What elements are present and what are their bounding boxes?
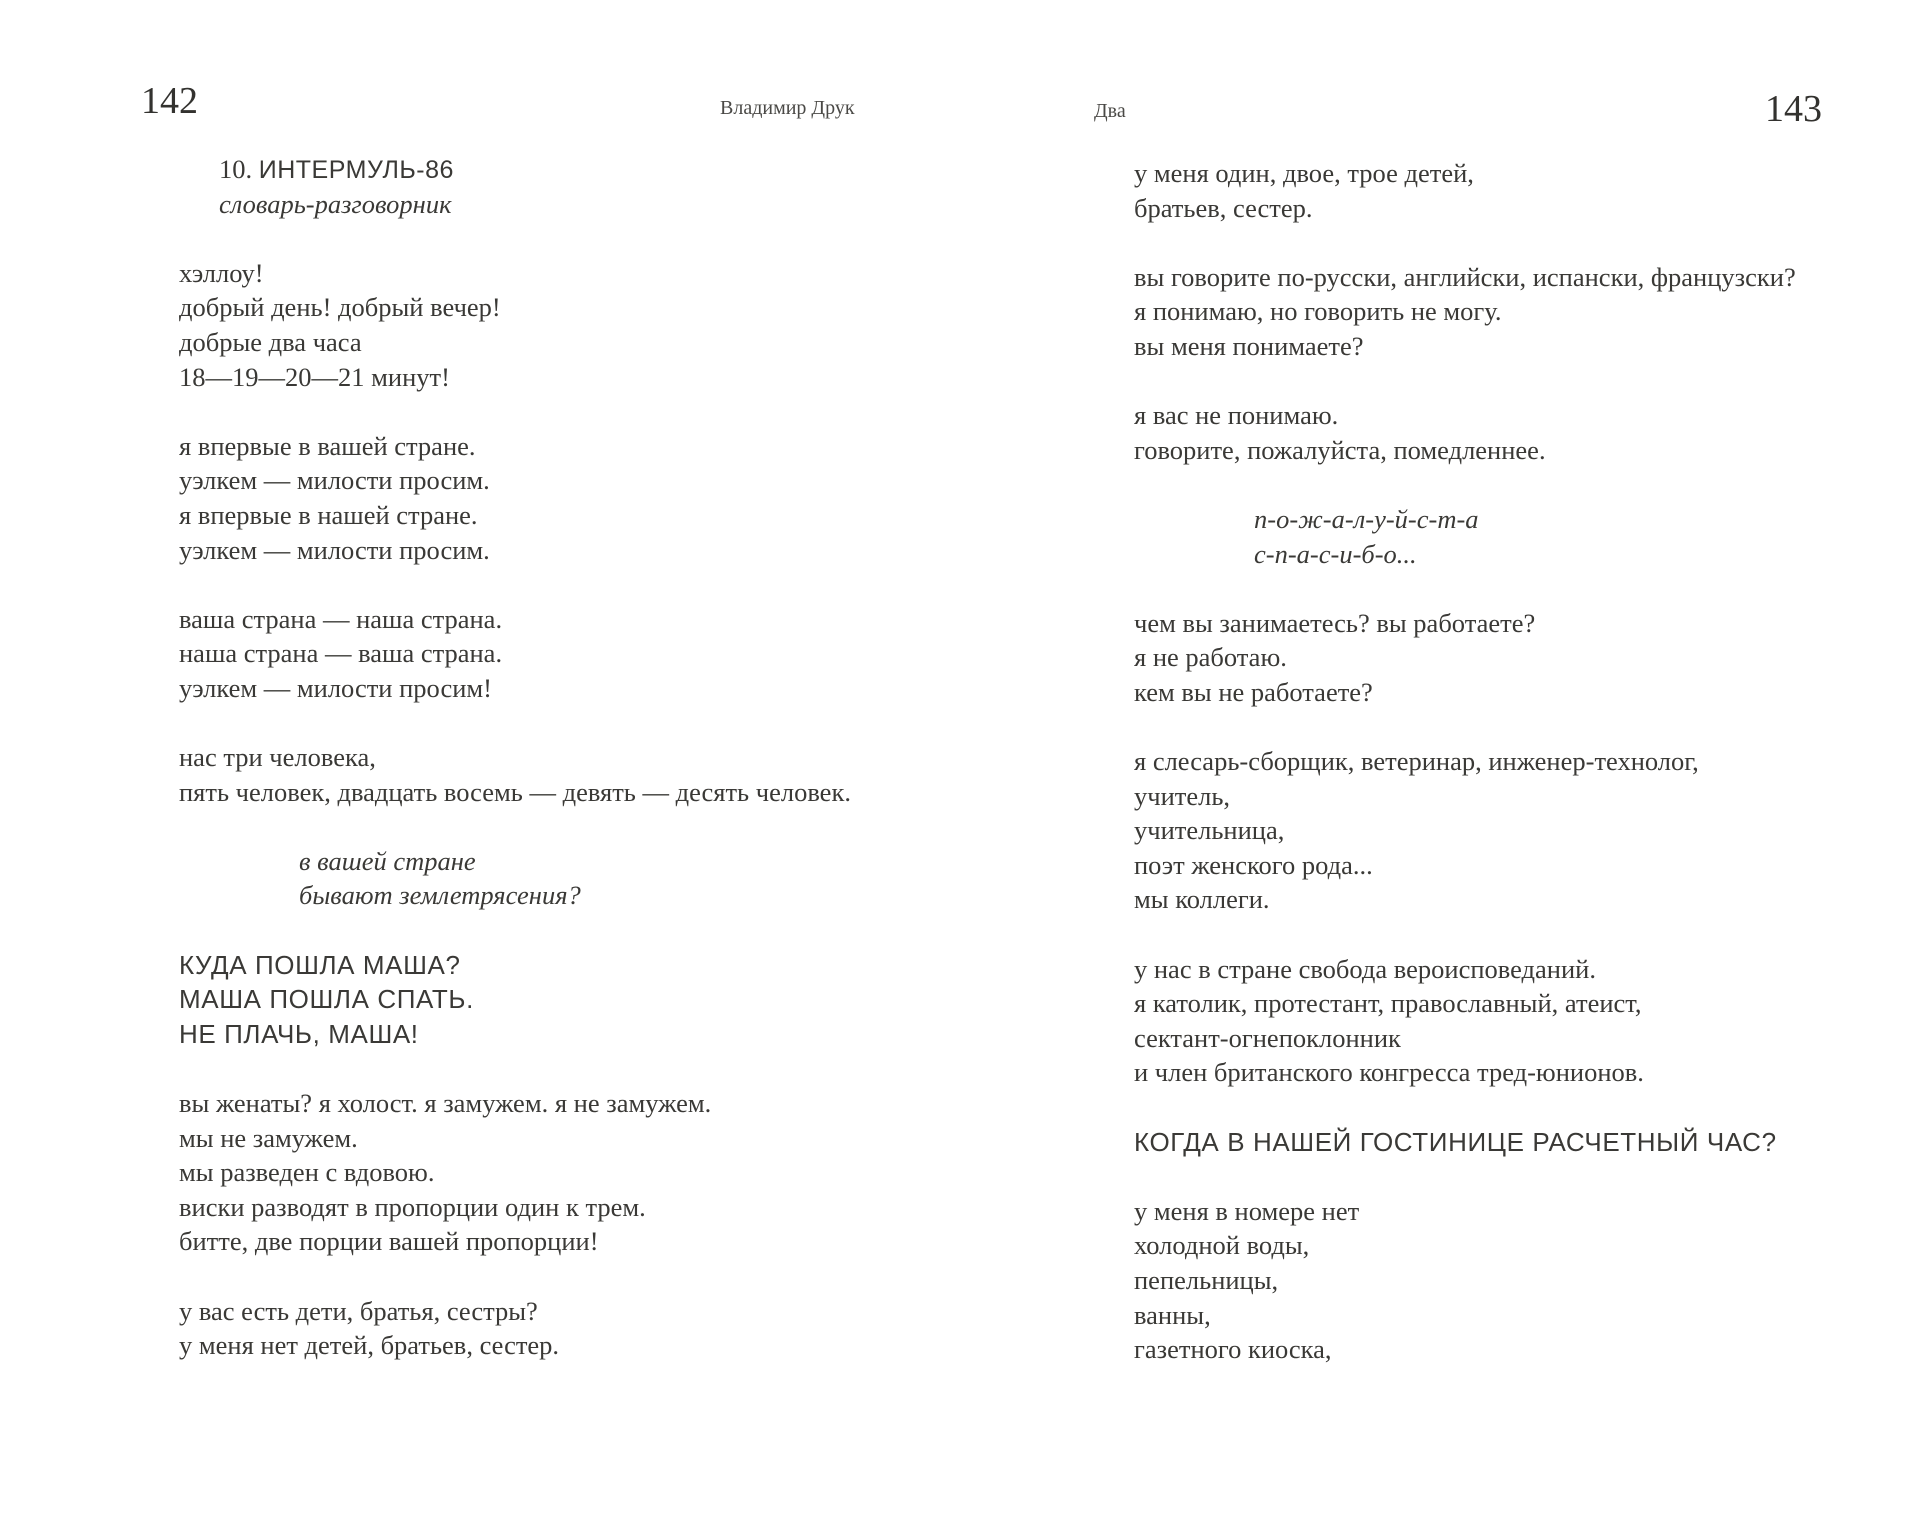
verse-line: уэлкем — милости просим! [179, 672, 492, 703]
caps-line: КУДА ПОШЛА МАША? [179, 949, 461, 980]
caps-line: КОГДА В НАШЕЙ ГОСТИНИЦЕ РАСЧЕТНЫЙ ЧАС? [1134, 1126, 1777, 1157]
verse-line: у меня в номере нет [1134, 1195, 1360, 1226]
verse-line: ваша страна — наша страна. [179, 603, 503, 634]
verse-line: учитель, [1134, 780, 1231, 811]
verse-line: вы говорите по-русски, английски, испански, французски? [1134, 261, 1796, 292]
poem-number: 10. [219, 154, 253, 184]
poem-title: ИНТЕРМУЛЬ-86 [258, 156, 454, 184]
running-head-title: Два [1094, 100, 1126, 122]
verse-line: братьев, сестер. [1134, 192, 1313, 223]
verse-line: уэлкем — милости просим. [179, 534, 490, 565]
verse-line: у меня один, двое, трое детей, [1134, 158, 1474, 188]
italic-aside-line: в вашей стране [299, 845, 476, 876]
verse-line: я не работаю. [1134, 642, 1287, 673]
verse-line: у нас в стране свобода вероисповеданий. [1134, 953, 1596, 984]
right-page-text [1134, 156, 1796, 1367]
verse-line: пепельницы, [1134, 1265, 1279, 1295]
verse-line: я впервые в вашей стране. [179, 430, 476, 461]
running-head-author: Владимир Друк [720, 97, 855, 119]
verse-line: добрые два часа [179, 326, 362, 357]
italic-aside-line: с-п-а-с-и-б-о... [1254, 538, 1417, 569]
poem-heading [219, 152, 851, 187]
verse-line: у меня нет детей, братьев, сестер. [179, 1330, 560, 1361]
verse-line: я вас не понимаю. [1134, 400, 1339, 431]
right-page [960, 0, 1919, 1514]
verse-line: я католик, протестант, православный, атеист, [1134, 988, 1642, 1019]
poem-subtitle: словарь-разговорник [219, 188, 452, 219]
verse-line: и член британского конгресса тред-юнионов. [1134, 1057, 1644, 1088]
verse-line: хэллоу! [179, 257, 264, 288]
left-page-text [179, 152, 851, 1363]
verse-line: кем вы не работаете? [1134, 676, 1373, 707]
verse-line: нас три человека, [179, 742, 376, 773]
verse-line: мы коллеги. [1134, 884, 1270, 915]
verse-line: мы разведен с вдовою. [179, 1157, 435, 1188]
verse-line: вы меня понимаете? [1134, 330, 1364, 361]
verse-line: холодной воды, [1134, 1230, 1310, 1261]
verse-line: говорите, пожалуйста, помедленнее. [1134, 434, 1546, 465]
page-number-right: 143 [1765, 88, 1822, 130]
caps-line: МАША ПОШЛА СПАТЬ. [179, 984, 474, 1015]
verse-line: сектант-огнепоклонник [1134, 1022, 1401, 1053]
page-number-left: 142 [141, 80, 198, 122]
verse-line: я понимаю, но говорить не могу. [1134, 296, 1502, 327]
verse-line: мы не замужем. [179, 1122, 358, 1153]
verse-line: учительница, [1134, 815, 1285, 846]
caps-line: НЕ ПЛАЧЬ, МАША! [179, 1018, 419, 1049]
verse-line: я слесарь-сборщик, ветеринар, инженер-технолог, [1134, 746, 1699, 777]
verse-line: наша страна — ваша страна. [179, 638, 503, 669]
italic-aside-line: бывают землетрясения? [299, 880, 581, 911]
italic-aside-line: п-о-ж-а-л-у-й-с-т-а [1254, 503, 1479, 534]
verse-line: газетного киоска, [1134, 1334, 1332, 1365]
verse-line: чем вы занимаетесь? вы работаете? [1134, 607, 1536, 638]
verse-line: ванны, [1134, 1299, 1211, 1330]
verse-line: вы женаты? я холост. я замужем. я не замужем. [179, 1088, 712, 1119]
verse-line: 18—19—20—21 минут! [179, 361, 450, 392]
verse-line: я впервые в нашей стране. [179, 499, 478, 530]
verse-line: пять человек, двадцать восемь — девять — десять человек. [179, 776, 851, 807]
verse-line: виски разводят в пропорции один к трем. [179, 1191, 646, 1222]
verse-line: поэт женского рода... [1134, 849, 1373, 880]
verse-line: битте, две порции вашей пропорции! [179, 1226, 599, 1257]
verse-line: добрый день! добрый вечер! [179, 292, 501, 323]
verse-line: у вас есть дети, братья, сестры? [179, 1295, 538, 1326]
verse-line: уэлкем — милости просим. [179, 465, 490, 496]
